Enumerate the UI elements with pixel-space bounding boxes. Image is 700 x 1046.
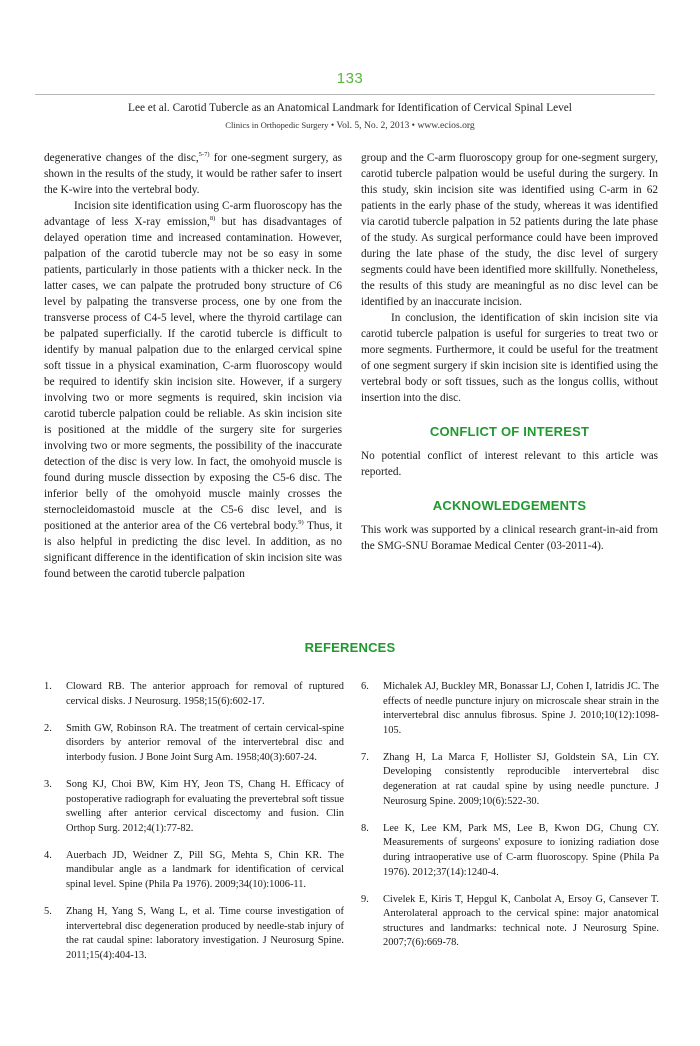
reference-item: 7. Zhang H, La Marca F, Hollister SJ, Goldstein SA, Lin CY. Developing consistently reproducible intervertebral disc degeneration at rat caudal spine by using needle puncture. J Neurosurg Spine. 2009;10(6):522-30. — [361, 751, 659, 807]
citation: 8) — [209, 215, 216, 222]
reference-item: 2. Smith GW, Robinson RA. The treatment of certain cervical-spine disorders by anterior removal of the intervertebral disc and interbody fusion. J Bone Joint Surg Am. 1958;40(3):607-24. — [44, 722, 344, 763]
references-heading: REFERENCES — [304, 640, 396, 655]
acknowledgements-heading: ACKNOWLEDGEMENTS — [432, 498, 587, 513]
journal-line — [0, 120, 700, 131]
journal-details: • Vol. 5, No. 2, 2013 • www.ecios.org — [328, 120, 475, 131]
reference-item: 5. Zhang H, Yang S, Wang L, et al. Time course investigation of intervertebral disc degeneration produced by needle-stab injury of the rat caudal spine: laboratory investigation. J Neurosurg Spine. 2011;15(4):404-13. — [44, 906, 344, 961]
references-list-right — [361, 680, 659, 964]
references-list-left — [44, 680, 344, 976]
reference-item: 8. Lee K, Lee KM, Park MS, Lee B, Kwon DG, Chung CY. Measurements of surgeons' exposure to ionizing radiation dose during intraoperative use of C-arm fluoroscopy. Spine (Phila Pa 1976). 2012;37(14):1240-4. — [361, 822, 659, 878]
page-number: 133 — [336, 70, 364, 87]
reference-item: 9. Civelek E, Kiris T, Hepgul K, Canbolat A, Ersoy G, Cansever T. Anterolateral approach to the cervical spine: major anatomical structures and landmarks: technical note. J Neurosurg Spine. 2007;7(6):669-78. — [361, 893, 659, 949]
paragraph: In conclusion, the identification of skin incision site via carotid tubercle palpation is useful for surgeries to treat two or more segments. Furthermore, it could be useful for the treatment of one segment surgery if skin incision site is identified using the vertebral body or soft tissues, such as the longus collis, without insertion into the disc. — [361, 312, 658, 404]
header-rule — [35, 94, 655, 95]
journal-name: Clinics in Orthopedic Surgery — [225, 120, 329, 130]
running-title: Lee et al. Carotid Tubercle as an Anatomical Landmark for Identification of Cervical Spinal Level — [128, 102, 572, 114]
citation: 9) — [298, 519, 304, 526]
reference-item: 3. Song KJ, Choi BW, Kim HY, Jeon TS, Chang H. Efficacy of postoperative radiograph for evaluating the prevertebral soft tissue swelling after anterior cervical discectomy and fusion. Clin Orthop Surg. 2012;4(1):77-82. — [44, 778, 344, 834]
body-column-left — [44, 150, 342, 582]
citation: 5-7) — [198, 151, 210, 158]
acknowledgements-text: This work was supported by a clinical research grant-in-aid from the SMG-SNU Boramae Medical Center (03-2011-4). — [361, 524, 658, 552]
paragraph: group and the C-arm fluoroscopy group for one-segment surgery, carotid tubercle palpation would be useful during the surgery. In this study, skin incision site was identified using C-arm in 62 patients in the early phase of the study, whereas it was identified via carotid tubercle palpation in 52 patients during the late phase of the study. As surgical performance could have been improved during the late phase of the study, the disc level of surgery segments could have been identified more skillfully. Nonetheless, the results of this study are meaningful as no disc level can be identified by an inaccurate incision. — [361, 152, 658, 308]
paragraph: Incision site identification using C-arm fluoroscopy has the advantage of less X-ray emission,$^{8)}$ but has disadvantages of delayed operation time and increased contamination. However, palpation of the carotid tubercle may not be so easy in some patients, particularly in those patients with a thicker neck. In the latter cases, we can palpate the protruded bony structure of C6 level by palpating the transverse process, one by one from the transverse process of C4-5 level, where the thyroid cartilage can be palpated superficially. If the carotid tubercle is difficult to identify by manual palpation due to the enlarged cervical spine soft tissue in a physical examination, C-arm fluoroscopy would be required to identify skin incision site. However, if a surgery involving two or more segments is required, skin incision via carotid tubercle palpation could be reliable. As skin incision site is positioned at the middle of the surgery site for surgeries involving two or more segments, the possibility of the inaccurate detection of the disc is very low. In fact, the omohyoid muscle is found during muscle dissection by exposing the C5-6 disc. The inferior belly of the omohyoid muscle mainly crosses the sternocleidomastoid muscle at the C5-6 disc level, and is positioned at the anterior area of the C6 vertebral body.$^{9)}$ Thus, it is also helpful in predicting the disc level. In addition, as no significant difference in the identification of skin incision site was found between the carotid tubercle palpation — [44, 200, 342, 580]
reference-item: 6. Michalek AJ, Buckley MR, Bonassar LJ, Cohen I, Iatridis JC. The effects of needle puncture injury on microscale shear strain in the intervertebral disc annulus fibrosus. Spine J. 2010;10(12):1098-105. — [361, 681, 659, 736]
conflict-of-interest-heading: CONFLICT OF INTEREST — [429, 424, 590, 439]
reference-item: 4. Auerbach JD, Weidner Z, Pill SG, Mehta S, Chin KR. The mandibular angle as a landmark for identification of cervical spinal level. Spine (Phila Pa 1976). 2009;34(10):1006-11. — [44, 849, 344, 891]
conflict-of-interest-text: No potential conflict of interest relevant to this article was reported. — [361, 450, 658, 478]
reference-item: 1. Cloward RB. The anterior approach for removal of ruptured cervical disks. J Neurosurg. 1958;15(6):602-17. — [44, 681, 344, 707]
body-column-right — [361, 150, 658, 554]
paragraph: degenerative changes of the disc,$^{5-7)}$ for one-segment surgery, as shown in the results of the study, it would be rather safer to insert the K-wire into the vertebral body. — [44, 151, 342, 196]
